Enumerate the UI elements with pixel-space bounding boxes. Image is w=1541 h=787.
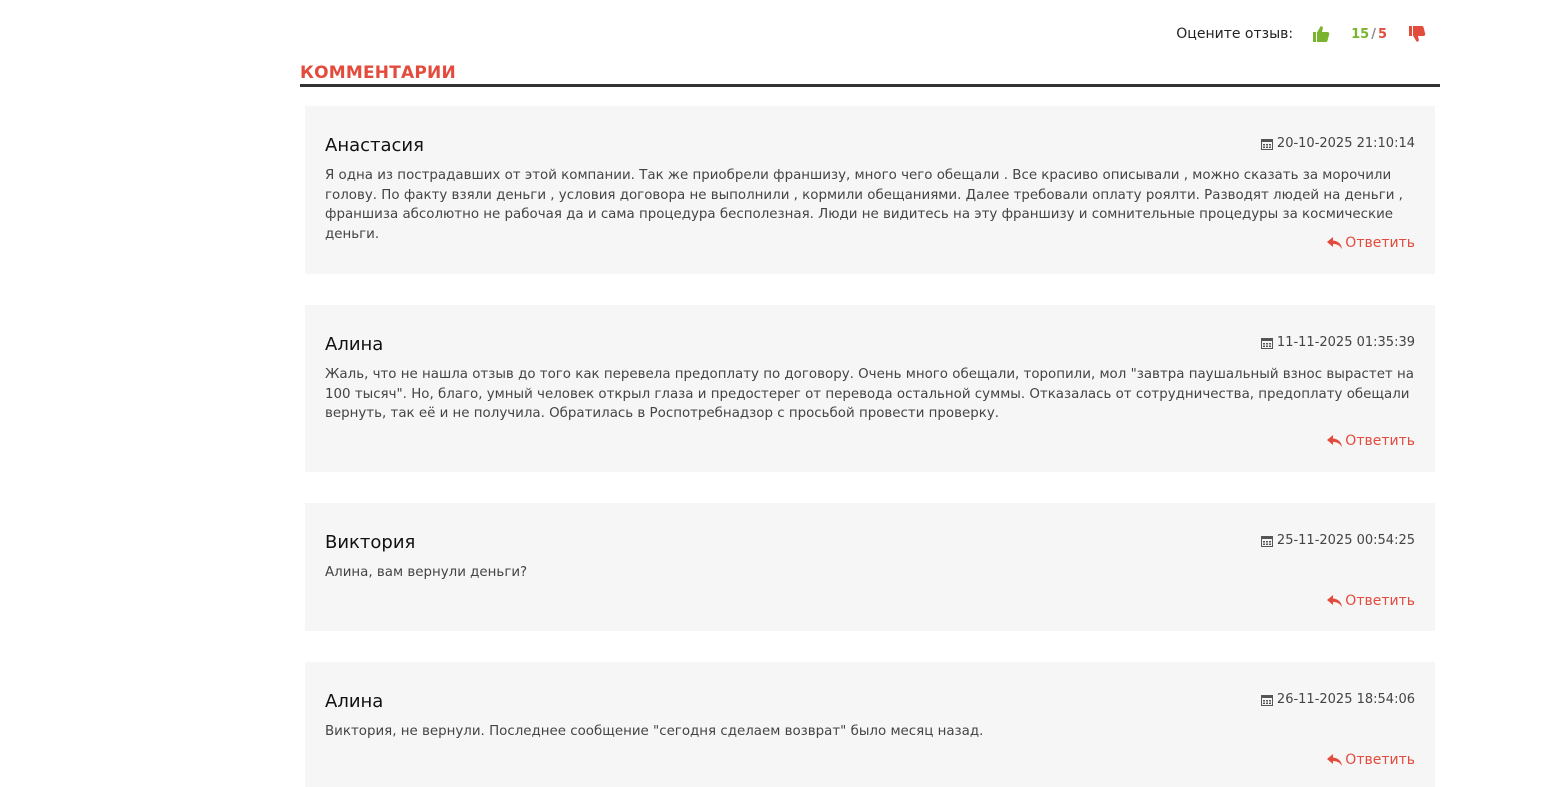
comment-date-text: 11-11-2025 01:35:39 (1276, 335, 1415, 350)
reply-button[interactable] (1327, 235, 1415, 251)
reply-button[interactable] (1327, 433, 1415, 449)
dislikes-count: 5 (1377, 26, 1387, 42)
comment-author: Алина (325, 334, 384, 355)
comment-text: Я одна из пострадавших от этой компании. Так же приобрели франшизу, много чего обещали . Все красиво описывали , можно сказать за морочили голову. По факту взяли деньги , условия договора не выполнили , кормили обещаниями. Далее требовали оплату роялти. Разводят людей на деньги , франшиза абсолютно не рабочая да и сама процедура бесполезная. Люди не видитесь на эту франшизу и сомнительные процедуры за космические деньги. (325, 168, 1403, 242)
comment-author: Виктория (325, 532, 416, 553)
thumbs-up-icon[interactable] (1311, 24, 1331, 44)
calendar-icon (1261, 694, 1273, 706)
calendar-icon (1261, 535, 1273, 547)
reply-icon (1327, 595, 1342, 608)
comment-date (1261, 335, 1415, 350)
comment-card (305, 503, 1435, 631)
reply-button[interactable] (1327, 593, 1415, 609)
calendar-icon (1261, 138, 1273, 150)
comment-date-text: 25-11-2025 00:54:25 (1276, 533, 1415, 548)
comment-card (305, 662, 1435, 787)
review-rating (1176, 23, 1427, 45)
rating-label: Оцените отзыв: (1176, 26, 1294, 42)
comment-text: Виктория, не вернули. Последнее сообщение "сегодня сделаем возврат" было месяц назад. (325, 724, 984, 739)
comment-text: Жаль, что не нашла отзыв до того как перевела предоплату по договору. Очень много обещали, торопили, мол "завтра паушальный взнос вырастет на 100 тысяч". Но, благо, умный человек открыл глаза и предостерег от перевода остальной суммы. Отказалась от сотрудничества, предоплату обещали вернуть, так её и не получила. Обратилась в Роспотребнадзор с просьбой провести проверку. (325, 367, 1414, 421)
score-separator: / (1371, 26, 1376, 42)
reply-label: Ответить (1345, 593, 1415, 609)
likes-count: 15 (1351, 26, 1370, 42)
comment-header (325, 531, 1415, 551)
comment-date (1261, 692, 1415, 707)
reply-icon (1327, 754, 1342, 767)
comments-title: КОММЕНТАРИИ (300, 63, 456, 83)
reply-icon (1327, 237, 1342, 250)
comments-section-header (300, 62, 1440, 87)
reply-label: Ответить (1345, 752, 1415, 768)
comment-card (305, 106, 1435, 274)
comment-header (325, 690, 1415, 710)
comment-author: Алина (325, 691, 384, 712)
comment-date-text: 26-11-2025 18:54:06 (1276, 692, 1415, 707)
comment-header (325, 134, 1415, 154)
reply-icon (1327, 435, 1342, 448)
rating-score (1351, 27, 1387, 42)
reply-label: Ответить (1345, 235, 1415, 251)
comment-card (305, 305, 1435, 472)
calendar-icon (1261, 337, 1273, 349)
comment-date-text: 20-10-2025 21:10:14 (1276, 136, 1415, 151)
comment-date (1261, 533, 1415, 548)
comment-header (325, 333, 1415, 353)
reply-button[interactable] (1327, 752, 1415, 768)
thumbs-down-icon[interactable] (1407, 24, 1427, 44)
comment-text: Алина, вам вернули деньги? (325, 565, 528, 580)
comment-date (1261, 136, 1415, 151)
reply-label: Ответить (1345, 433, 1415, 449)
comment-author: Анастасия (325, 135, 424, 156)
